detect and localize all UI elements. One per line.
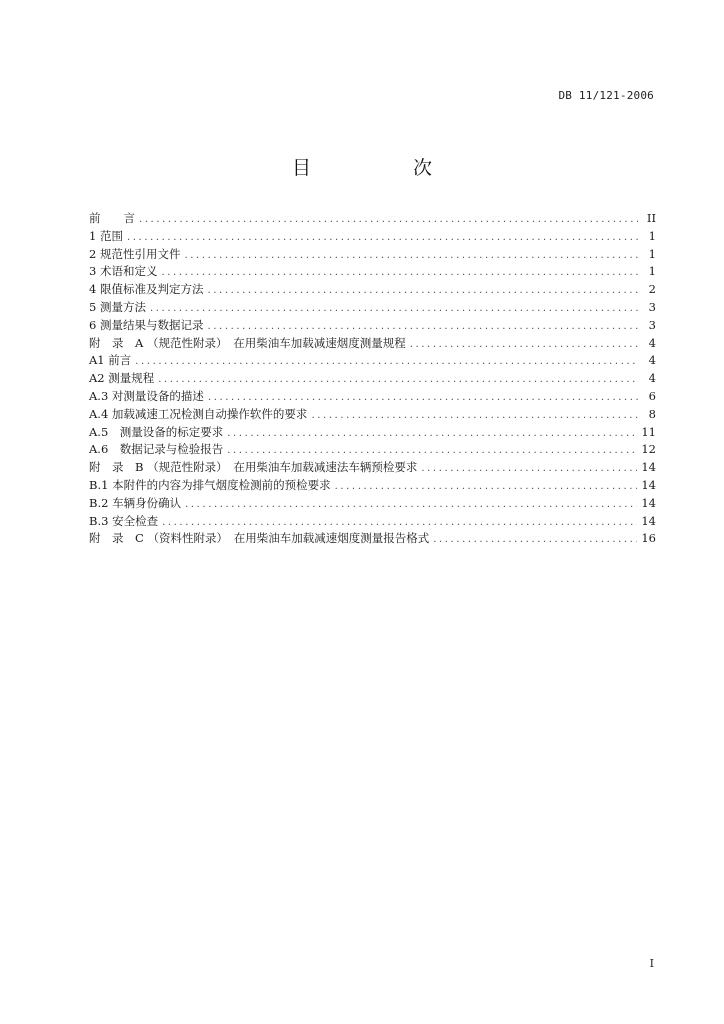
toc-entry[interactable]: [89, 228, 656, 246]
toc-entry[interactable]: [89, 406, 656, 424]
toc-dot-leader: [311, 407, 638, 425]
toc-entry-label: 附 录 A （规范性附录） 在用柴油车加载减速烟度测量规程: [89, 335, 406, 350]
toc-dot-leader: [135, 353, 638, 371]
toc-entry-page-number: 3: [648, 299, 656, 314]
document-code: DB 11/121-2006: [558, 89, 654, 102]
toc-entry-page-number: 14: [641, 513, 656, 528]
toc-entry-label: 前 言: [89, 211, 135, 225]
toc-entry-label: 4 限值标准及判定方法: [89, 282, 204, 297]
toc-entry-page-number: 14: [641, 460, 656, 475]
toc-dot-leader: [335, 478, 638, 496]
toc-entry-page-number: 14: [641, 495, 656, 510]
toc-dot-leader: [127, 229, 638, 247]
toc-dot-leader: [227, 442, 637, 460]
toc-entry-label: 6 测量结果与数据记录: [89, 317, 204, 332]
toc-entry[interactable]: [89, 424, 656, 442]
toc-dot-leader: [161, 264, 638, 282]
toc-title: 目 次: [291, 157, 481, 179]
toc-dot-leader: [185, 496, 637, 514]
toc-dot-leader: [150, 300, 638, 318]
toc-entry-page-number: 4: [648, 371, 656, 386]
toc-entry-page-number: 1: [648, 264, 656, 279]
toc-dot-leader: [207, 282, 638, 300]
toc-dot-leader: [433, 531, 637, 549]
toc-entry-label: 5 测量方法: [89, 299, 146, 314]
toc-entry-page-number: 3: [648, 317, 656, 332]
toc-entry-page-number: 11: [641, 424, 656, 439]
toc-entry[interactable]: [89, 246, 656, 264]
toc-dot-leader: [208, 389, 638, 407]
toc-entry[interactable]: [89, 370, 656, 388]
toc-entry[interactable]: [89, 299, 656, 317]
toc-entry-label: A1 前言: [89, 353, 132, 368]
toc-entry[interactable]: [89, 352, 656, 370]
toc-entry[interactable]: [89, 530, 656, 548]
toc-entry-label: 附 录 C （资料性附录） 在用柴油车加载减速烟度测量报告格式: [89, 531, 430, 546]
toc-dot-leader: [421, 460, 637, 478]
toc-entry-page-number: 8: [648, 406, 656, 421]
toc-list: [89, 210, 656, 548]
toc-dot-leader: [158, 371, 638, 389]
toc-entry-label: A.6 数据记录与检验报告: [89, 442, 224, 457]
toc-entry[interactable]: [89, 281, 656, 299]
toc-entry-page-number: 1: [648, 228, 656, 243]
page-number: I: [649, 957, 654, 970]
toc-entry-label: A.5 测量设备的标定要求: [89, 424, 224, 439]
toc-dot-leader: [139, 211, 638, 229]
toc-entry[interactable]: [89, 263, 656, 281]
toc-dot-leader: [162, 514, 637, 532]
toc-entry-page-number: 12: [641, 442, 656, 457]
toc-entry[interactable]: [89, 335, 656, 353]
toc-entry-label: 1 范围: [89, 228, 123, 243]
toc-entry-label: 3 术语和定义: [89, 264, 158, 279]
toc-entry[interactable]: [89, 317, 656, 335]
toc-entry[interactable]: [89, 477, 656, 495]
toc-entry-label: A.4 加载减速工况检测自动操作软件的要求: [89, 406, 308, 421]
toc-dot-leader: [184, 247, 638, 265]
toc-entry-label: B.3 安全检查: [89, 513, 159, 528]
toc-entry[interactable]: [89, 513, 656, 531]
toc-entry-page-number: 6: [648, 388, 656, 403]
toc-entry[interactable]: [89, 495, 656, 513]
toc-entry-page-number: II: [646, 211, 656, 225]
toc-entry[interactable]: [89, 459, 656, 477]
toc-entry-label: B.1 本附件的内容为排气烟度检测前的预检要求: [89, 477, 331, 492]
toc-entry-page-number: 1: [648, 246, 656, 261]
toc-entry[interactable]: [89, 388, 656, 406]
toc-entry-page-number: 16: [641, 531, 656, 546]
toc-dot-leader: [410, 336, 638, 354]
toc-entry-page-number: 4: [648, 335, 656, 350]
toc-entry-label: A.3 对测量设备的描述: [89, 388, 204, 403]
toc-entry-page-number: 2: [648, 282, 656, 297]
toc-dot-leader: [207, 318, 638, 336]
toc-dot-leader: [227, 425, 637, 443]
toc-entry-label: 附 录 B （规范性附录） 在用柴油车加载减速法车辆预检要求: [89, 460, 418, 475]
toc-entry-label: A2 测量规程: [89, 371, 155, 386]
toc-entry-label: 2 规范性引用文件: [89, 246, 181, 261]
toc-entry-page-number: 4: [648, 353, 656, 368]
toc-entry[interactable]: [89, 210, 656, 228]
toc-entry[interactable]: [89, 441, 656, 459]
toc-entry-label: B.2 车辆身份确认: [89, 495, 182, 510]
toc-entry-page-number: 14: [641, 477, 656, 492]
